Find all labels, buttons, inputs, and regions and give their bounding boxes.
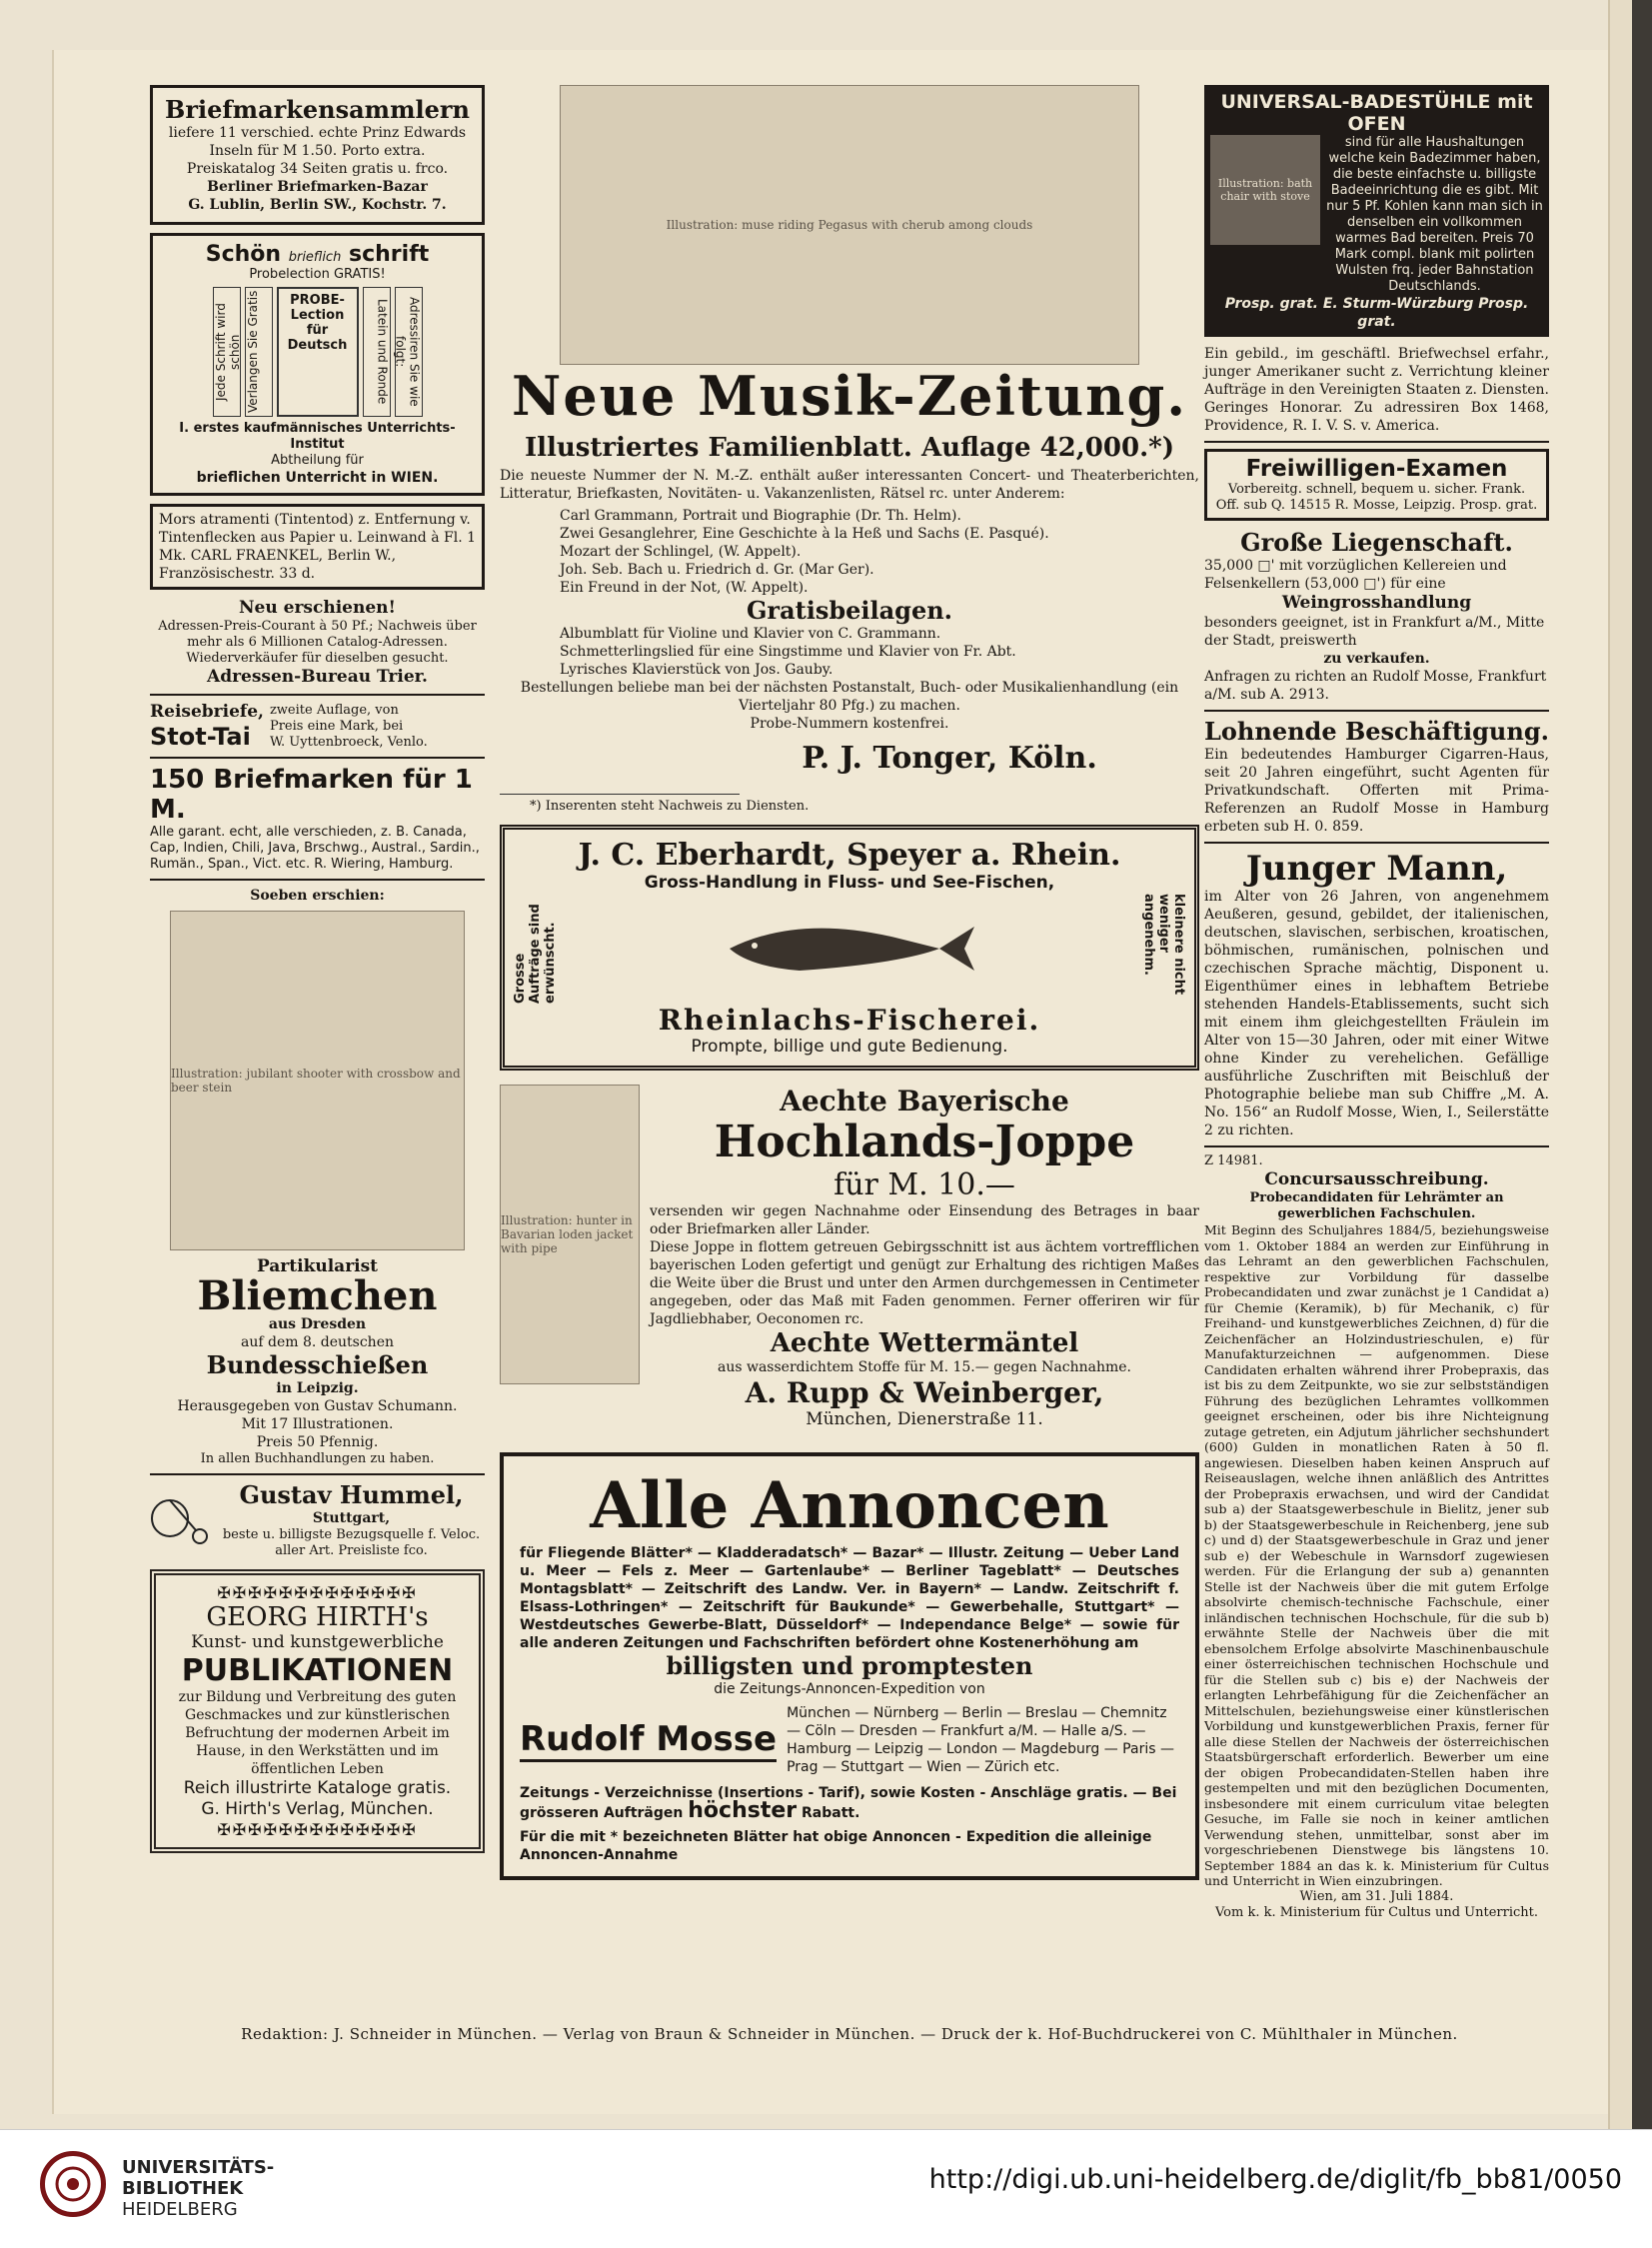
ad-event: Bundesschießen bbox=[206, 1350, 429, 1379]
hunter-illustration: Illustration: hunter in Bavarian loden jacket with pipe bbox=[500, 1085, 640, 1384]
ad-title-b: schrift bbox=[349, 242, 430, 267]
ad-big: PUBLIKATIONEN bbox=[181, 1653, 454, 1688]
ad-adressen bbox=[150, 598, 485, 688]
gratis-list bbox=[500, 625, 1199, 679]
ad-verlag: G. Hirth's Verlag, München. bbox=[201, 1799, 434, 1819]
ad-list: für Fliegende Blätter* — Kladderadatsch* — Bazar* — Illustr. Zeitung — Ueber Land u. Meer — Fels z. Meer — Gartenlaube* — Berliner Tageblatt* — Deutsches Montagsblatt* — Zeitschrift des Landw. Ver. in Bayern* — Landw. Zeitschrift f. Elsass-Lothringen* — Zeitschrift für Baukunde* — Gewerbehalle, Stuttgart* — Westdeutsches Gewerbe-Blatt, Düsseldorf* — Independance Belge* — sowie für alle anderen Zeitungen und Fachschriften befördert ohne Kostenerhöhung am bbox=[520, 1545, 1179, 1651]
tablet-side-left: Jede Schrift wird schön bbox=[213, 287, 241, 417]
intro-text: Die neueste Nummer der N. M.-Z. enthält außer interessanten Concert- und Theaterberichten, Litteratur, Briefkasten, Novitäten- u. Vakanzenlisten, Rätsel rc. unter Anderem: bbox=[500, 468, 1199, 502]
ad-title: Briefmarkensammlern bbox=[165, 95, 470, 124]
ad-price: Preis eine Mark, bei bbox=[269, 718, 404, 734]
ad-briefmarken bbox=[150, 85, 485, 225]
ad-title: Alle Annoncen bbox=[590, 1468, 1109, 1543]
probe-text: Probe-Nummern kostenfrei. bbox=[750, 716, 949, 732]
ad-footer: brieflichen Unterricht in WIEN. bbox=[196, 470, 439, 486]
ad-name: Stot-Tai bbox=[150, 723, 251, 751]
ad-note: Für die mit * bezeichneten Blätter hat obige Annoncen - Expedition die alleinige Annoncen-Annahme bbox=[520, 1829, 1152, 1863]
ad-product: Rheinlachs-Fischerei. bbox=[658, 1004, 1041, 1037]
ad-title3: Aechte Wettermäntel bbox=[770, 1328, 1079, 1358]
tablet-side-mid: Verlangen Sie Gratis bbox=[245, 287, 273, 417]
ad-text: im Alter von 26 Jahren, von angenehmem Aeußeren, gesund, gebildet, der italienischen, deutschen, slavischen, serbischen, kroatischen, böhmischen, rumänischen, polnischen und czechischen Sprache mächtig, Disponent u. Eigenthümer eines in lebhaftem Betriebe stehenden Handels-Etablissements, sucht sich mit einem ihm gleichgestellten Fräulein im Alter von 15—30 Jahren, oder mit einer Witwe ohne Kinder zu verehelichen. Gefällige ausführliche Zuschriften mit Beischluß der Photographie beliebe man sub Chiffre „M. A. No. 156“ an Rudolf Mosse, Wien, I., Seilerstätte 2 zu richten. bbox=[1204, 889, 1549, 1138]
order-text: Bestellungen beliebe man bei der nächsten Postanstalt, Buch- oder Musikalienhandlung (ein Vierteljahr 80 Pfg.) zu machen. bbox=[520, 680, 1179, 714]
ad-side-right: kleinere nicht weniger angenehm. bbox=[1141, 894, 1186, 996]
tablet-side-far: Adressiren Sie wie folgt: bbox=[395, 287, 423, 417]
ad-brieflich: brieflich bbox=[288, 250, 342, 265]
list-item: Schmetterlingslied für eine Singstimme und Klavier von Fr. Abt. bbox=[560, 644, 1016, 660]
ad-text: sind für alle Haushaltungen welche kein Badezimmer haben, die beste einfachste u. billigste Badeeinrichtung die es gibt. Mit nur 5 Pf. Kohlen kann man sich in denselben ein vollkommen warmes Bad bereiten. Preis 70 Mark compl. blank mit polirten Wulsten frq. jeder Bahnstation Deutschlands. bbox=[1326, 135, 1543, 294]
ad-text1: versenden wir gegen Nachnahme oder Einsendung des Betrages in baar oder Briefmarken aller Länder. bbox=[650, 1203, 1199, 1237]
ad-hummel bbox=[150, 1481, 485, 1559]
ad-title: Concursausschreibung. bbox=[1264, 1169, 1489, 1189]
tablet-graphic bbox=[159, 287, 476, 417]
ad-text: Adressen-Preis-Courant à 50 Pf.; Nachweis über mehr als 6 Millionen Catalog-Adressen. Wiederverkäufer für dieselben gesucht. bbox=[158, 619, 477, 666]
ad-sub: Gross-Handlung in Fluss- und See-Fischen, bbox=[644, 873, 1055, 893]
ad-title: Bliemchen bbox=[197, 1272, 438, 1319]
ad-subtitle: aus Dresden bbox=[268, 1316, 367, 1332]
ad-cities: München — Nürnberg — Berlin — Breslau — Chemnitz — Cöln — Dresden — Frankfurt a/M. — Halle a/S. — Hamburg — Leipzig — London — Magdeburg — Paris — Prag — Stuttgart — Wien — Zürich etc. bbox=[787, 1705, 1174, 1775]
ad-sub: Kunst- und kunstgewerbliche bbox=[191, 1632, 444, 1652]
divider bbox=[1204, 710, 1549, 712]
bicycle-icon bbox=[150, 1488, 210, 1552]
list-item: Lyrisches Klavierstück von Jos. Gauby. bbox=[560, 662, 833, 678]
ad-illus: Mit 17 Illustrationen. bbox=[241, 1416, 394, 1432]
divider bbox=[150, 757, 485, 759]
list-item: Carl Grammann, Portrait und Biographie (Dr. Th. Helm). bbox=[560, 508, 961, 524]
ad-price: für M. 10.— bbox=[833, 1167, 1015, 1202]
divider bbox=[1204, 842, 1549, 844]
ad-wein: Weingrosshandlung bbox=[1281, 593, 1472, 613]
ad-exp: die Zeitungs-Annoncen-Expedition von bbox=[714, 1681, 985, 1697]
ad-sign: Vom k. k. Ministerium für Cultus und Unterricht. bbox=[1214, 1904, 1538, 1920]
ad-title: 150 Briefmarken für 1 M. bbox=[150, 765, 473, 825]
ad-rabatt-b: Rabatt. bbox=[802, 1805, 860, 1821]
ad-text: Ein bedeutendes Hamburger Cigarren-Haus, seit 20 Jahren eingeführt, sucht Agenten für Privatkundschaft. Offerten mit Prima-Referenzen an Rudolf Mosse in Hamburg erbeten sub H. 0. 859. bbox=[1204, 747, 1549, 835]
ad-amerikaner: Ein gebild., im geschäftl. Briefwechsel erfahr., junger Amerikaner sucht z. Verrichtung kleiner Aufträge in den Vereinigten Staaten z. Diensten. Geringes Honorar. Zu adressiren Box 1468, Providence, R. I. V. S. v. America. bbox=[1204, 346, 1549, 434]
imprint-line: Redaktion: J. Schneider in München. — Verlag von Braun & Schneider in München. — Druck der k. Hof-Buchdruckerei von C. Mühlthaler in München. bbox=[241, 2025, 1458, 2043]
ad-schoenschrift bbox=[150, 233, 485, 496]
ad-eberhardt bbox=[500, 825, 1199, 1071]
ad-place: in Leipzig. bbox=[276, 1380, 359, 1396]
ad-text: 35,000 □' mit vorzüglichen Kellereien und Felsenkellern (53,000 □') für eine bbox=[1204, 558, 1507, 592]
ad-sale: zu verkaufen. bbox=[1323, 651, 1430, 667]
ad-title-a: Schön bbox=[205, 242, 282, 267]
divider bbox=[1204, 441, 1549, 443]
ad-editor: Herausgegeben von Gustav Schumann. bbox=[177, 1398, 458, 1414]
ad-badestuehle bbox=[1204, 85, 1549, 337]
middle-column bbox=[500, 85, 1199, 1880]
ad-liegenschaft bbox=[1204, 529, 1549, 704]
ad-neue-musik-zeitung bbox=[500, 85, 1199, 815]
ad-footer: Adressen-Bureau Trier. bbox=[207, 667, 428, 687]
ad-hirth bbox=[150, 1569, 485, 1853]
ad-subtitle: Probecandidaten für Lehrämter an gewerblichen Fachschulen. bbox=[1249, 1190, 1504, 1221]
divider bbox=[1204, 1145, 1549, 1147]
ad-firm: A. Rupp & Weinberger, bbox=[745, 1376, 1104, 1409]
ad-title: GEORG HIRTH's bbox=[206, 1602, 429, 1632]
ad-text3: aus wasserdichtem Stoffe für M. 15.— gegen Nachnahme. bbox=[717, 1359, 1132, 1375]
ad-sold: In allen Buchhandlungen zu haben. bbox=[200, 1451, 435, 1466]
ad-text: zweite Auflage, von bbox=[269, 702, 399, 718]
ad-title: Junger Mann, bbox=[1245, 849, 1508, 889]
library-name-line: BIBLIOTHEK bbox=[122, 2178, 244, 2199]
ad-katalog: Reich illustrirte Kataloge gratis. bbox=[183, 1778, 452, 1798]
ad-side-left: Grosse Aufträge sind erwünscht. bbox=[513, 904, 558, 1004]
salmon-icon bbox=[553, 909, 1146, 989]
list-item: Albumblatt für Violine und Klavier von C. Grammann. bbox=[560, 626, 941, 642]
divider bbox=[150, 1473, 485, 1475]
ad-text2: Diese Joppe in flottem getreuen Gebirgsschnitt ist aus ächtem vortrefflichen bayerischen Loden gefertigt und genügt zur Erhaltung des richtigen Maßes die Weite über die Brust und unter den Armen durchgemessen in Centimeter angegeben, oder das Maß mit Faden genommen. Ferner offeriren wir für Jagdliebhaber, Oeconomen rc. bbox=[650, 1239, 1199, 1327]
divider bbox=[150, 694, 485, 696]
ad-title: J. C. Eberhardt, Speyer a. Rhein. bbox=[578, 838, 1121, 873]
ad-abteilung: Abtheilung für bbox=[271, 453, 364, 468]
binding-shadow bbox=[1632, 0, 1652, 2129]
divider bbox=[500, 794, 740, 795]
ad-ref: Z 14981. bbox=[1204, 1153, 1263, 1168]
ad-title: Große Liegenschaft. bbox=[1240, 528, 1513, 557]
ad-lohnend bbox=[1204, 718, 1549, 836]
footnote: *) Inserenten steht Nachweis zu Diensten. bbox=[530, 799, 810, 814]
ad-title2: Hochlands-Joppe bbox=[714, 1117, 1135, 1167]
ad-title: Freiwilligen-Examen bbox=[1245, 456, 1508, 482]
right-column bbox=[1204, 85, 1549, 1921]
ad-concurs bbox=[1204, 1153, 1549, 1921]
left-column bbox=[150, 85, 485, 1853]
ad-service: Prompte, billige und gute Bedienung. bbox=[691, 1037, 1008, 1057]
ad-kicker: Partikularist bbox=[256, 1256, 379, 1276]
ad-probelection: Probelection GRATIS! bbox=[249, 267, 386, 282]
ad-rabatt-a: höchster bbox=[688, 1798, 798, 1823]
ad-title: UNIVERSAL-BADESTÜHLE mit OFEN bbox=[1220, 91, 1533, 135]
masthead-title: Neue Musik-Zeitung. bbox=[511, 364, 1188, 428]
ad-soeben: Soeben erschien: bbox=[250, 888, 385, 904]
ad-text: beste u. billigste Bezugsquelle f. Veloc. aller Art. Preisliste fco. bbox=[222, 1527, 481, 1558]
ad-title: Lohnende Beschäftigung. bbox=[1204, 717, 1549, 746]
ad-date: Wien, am 31. Juli 1884. bbox=[1299, 1888, 1454, 1904]
ad-publisher: W. Uyttenbroeck, Venlo. bbox=[269, 734, 428, 750]
divider bbox=[150, 879, 485, 881]
list-item: Zwei Gesanglehrer, Eine Geschichte à la Heß und Sachs (E. Pasqué). bbox=[560, 526, 1049, 542]
bliemchen-illustration: Illustration: jubilant shooter with crossbow and beer stein bbox=[170, 911, 465, 1250]
gratis-heading: Gratisbeilagen. bbox=[746, 596, 953, 625]
ad-text: Vorbereitg. schnell, bequem u. sicher. Frank. Off. sub Q. 14515 R. Mosse, Leipzig. Prosp. grat. bbox=[1215, 482, 1538, 513]
tablet-probe: PROBE-Lection für Deutsch bbox=[277, 287, 359, 417]
library-name-line: UNIVERSITÄTS- bbox=[122, 2157, 275, 2178]
ad-text: liefere 11 verschied. echte Prinz Edwards Inseln für M 1.50. Porto extra. Preiskatalog 34 Seiten gratis u. frco. bbox=[168, 125, 467, 177]
tablet-side-right: Latein und Ronde bbox=[363, 287, 391, 417]
pegasus-illustration: Illustration: muse riding Pegasus with cherub among clouds bbox=[560, 85, 1139, 365]
ad-title: Neu erschienen! bbox=[239, 598, 396, 618]
contents-list bbox=[500, 507, 1199, 597]
ad-footer: Prosp. grat. E. Sturm-Würzburg Prosp. grat. bbox=[1224, 296, 1529, 330]
library-logo-icon[interactable] bbox=[40, 2151, 106, 2217]
ad-title: Reisebriefe, bbox=[150, 702, 264, 722]
bathchair-illustration: Illustration: bath chair with stove bbox=[1210, 135, 1320, 245]
ornament-border: ✠✠✠✠✠✠✠✠✠✠✠✠✠ bbox=[217, 1820, 418, 1839]
ad-text: Alle garant. echt, alle verschieden, z. B. Canada, Cap, Indien, Chili, Java, Brschwg., Austral., Sardin., Rumän., Span., Vict. etc. R. Wiering, Hamburg. bbox=[150, 825, 480, 872]
ad-address: G. Lublin, Berlin SW., Kochstr. 7. bbox=[188, 197, 447, 213]
ad-cheap: billigsten und promptesten bbox=[666, 1651, 1033, 1680]
ad-contact: Anfragen zu richten an Rudolf Mosse, Frankfurt a/M. sub A. 2913. bbox=[1204, 669, 1547, 703]
binding-edge bbox=[1608, 0, 1632, 2129]
ad-address: München, Dienerstraße 11. bbox=[806, 1409, 1043, 1429]
ornament-border: ✠✠✠✠✠✠✠✠✠✠✠✠✠ bbox=[217, 1583, 418, 1602]
ad-mosse bbox=[500, 1452, 1199, 1880]
ad-freiwilligen bbox=[1204, 449, 1549, 521]
ad-price: Preis 50 Pfennig. bbox=[256, 1434, 379, 1450]
ad-text2: besonders geeignet, ist in Frankfurt a/M., Mitte der Stadt, preiswerth bbox=[1204, 615, 1545, 649]
ad-name: Gustav Hummel, bbox=[239, 1480, 464, 1509]
list-item: Mozart der Schlingel, (W. Appelt). bbox=[560, 544, 802, 560]
ad-joppe bbox=[500, 1085, 1199, 1430]
list-item: Ein Freund in der Not, (W. Appelt). bbox=[560, 580, 809, 596]
ad-junger-mann bbox=[1204, 850, 1549, 1139]
masthead-subtitle: Illustriertes Familienblatt. Auflage 42,000.*) bbox=[524, 433, 1175, 463]
ad-bliemchen bbox=[150, 887, 485, 1467]
ad-institute: I. erstes kaufmännisches Unterrichts-Institut bbox=[179, 421, 456, 452]
ad-title1: Aechte Bayerische bbox=[780, 1085, 1069, 1118]
library-name-line: HEIDELBERG bbox=[122, 2199, 238, 2220]
ad-company: Berliner Briefmarken-Bazar bbox=[207, 179, 428, 195]
publisher-name: P. J. Tonger, Köln. bbox=[802, 741, 1097, 776]
ad-name: Rudolf Mosse bbox=[520, 1719, 777, 1762]
ad-mors: Mors atramenti (Tintentod) z. Entfernung v. Tintenflecken aus Papier u. Leinwand à Fl. 1 Mk. CARL FRAENKEL, Berlin W., Französischestr. 33 d. bbox=[150, 504, 485, 590]
ad-text: zur Bildung und Verbreitung des guten Geschmackes und zur künstlerischen Befruchtung der modernen Arbeit im Hause, in den Werkstätten und im öffentlichen Leben bbox=[178, 1689, 457, 1777]
source-url[interactable]: http://digi.ub.uni-heidelberg.de/diglit/fb_bb81/0050 bbox=[928, 2164, 1622, 2195]
ad-reisebriefe bbox=[150, 702, 485, 751]
ad-marken150 bbox=[150, 765, 485, 873]
list-item: Joh. Seb. Bach u. Friedrich d. Gr. (Mar Ger). bbox=[560, 562, 874, 578]
library-name[interactable] bbox=[122, 2157, 274, 2220]
ad-text: Mit Beginn des Schuljahres 1884/5, beziehungsweise vom 1. Oktober 1884 an werden zur Einführung in das Lehramt an den gewerblichen Fachschulen, respektive zur Vorbildung für dasselbe Probecandidaten und zwar zunächst je 1 Candidat a) für Chemie (Keramik), b) für Mechanik, c) für Freihand- und kunstgewerbliches Zeichnen, d) für die Zeichenfächer an Holzindustrieschulen, e) für Manufakturzeichnen — aufgenommen. Diese Candidaten erhalten während ihrer Probepraxis, das ist bis zu dem Zeitpunkte, wo sie zur selbstständigen Führung des bezüglichen Lehramtes vollkommen geeignet erscheinen, oder bis ihre Nichteignung zutage getreten, ein Adjutum jährlicher sechshundert (600) Gulden in monatlichen Raten à 50 fl. angewiesen. Dieselben haben keinen Anspruch auf Reiseauslagen, welche ihnen anläßlich des Antrittes der Probepraxis erwachsen, und wird der Candidat sub a) der Staatsgewerbeschule in Bielitz, jener sub b) der Staatsgewerbeschule in Reichenberg, jene sub c) und d) der Staatsgewerbeschule in Graz und jener sub e) der Webeschule in Warnsdorf zugewiesen werden. Für die Erlangung der sub a) genannten Stelle ist der Nachweis über die mit gutem Erfolge absolvirte chemisch-technische Fachschule, einer inländischen technischen Hochschule, für die sub b) erwähnte Stelle der Nachweis über die mit ebensolchem Erfolge absolvirte Maschinenbauschule einer österreichischen technischen Hochschule und für die Stellen sub c) bis e) der Nachweis der erlangten Lehrbefähigung für die Zeichenfächer an Mittelschulen, beziehungsweise einer künstlerischen Vorbildung und kunstgewerblichen Praxis, ferner für alle diese Stellen der Nachweis der österreichischen Staatsbürgerschaft erforderlich. Bewerber um eine der obigen Probecandidaten-Stellen haben ihre gestempelten und mit den bezüglichen Documenten, insbesondere mit einem curriculum vitae belegten Gesuche, im Falle sie noch in keiner amtlichen Verwendung stehen, unmittelbar, sonst aber im vorgeschriebenen Dienstwege bis längstens 10. September 1884 an das k. k. Ministerium für Cultus und Unterricht in Wien einzubringen. bbox=[1204, 1222, 1549, 1888]
ad-city: Stuttgart, bbox=[312, 1510, 391, 1526]
ad-verz: Zeitungs - Verzeichnisse (Insertions - Tarif), sowie Kosten - Anschläge gratis. — Bei grösseren Aufträgen bbox=[520, 1785, 1177, 1821]
ad-line1: auf dem 8. deutschen bbox=[240, 1334, 394, 1350]
